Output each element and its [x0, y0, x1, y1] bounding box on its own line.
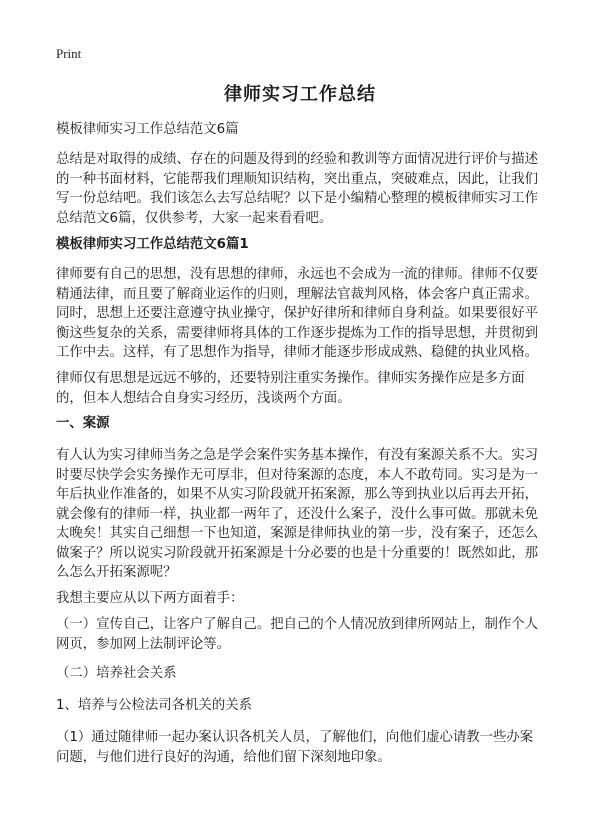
paragraph-5: （一）宣传自己，让客户了解自己。把自己的个人情况放到律所网站上，制作个人网页，参加网上法制评论等。 [56, 617, 539, 652]
subtitle: 模板律师实习工作总结范文6篇 [56, 122, 239, 137]
intro-paragraph: 总结是对取得的成绩、存在的问题及得到的经验和教训等方面情况进行评价与描述的一种书面材料，它能帮我们理顺知识结构，突出重点，突破难点，因此，让我们写一份总结吧。我们该怎么去写总结呢？以下是小编精心整理的模板律师实习工作总结范文6篇，仅供参考，大家一起来看看吧。 [56, 152, 539, 226]
page-title: 律师实习工作总结 [224, 84, 376, 105]
paragraph-1: 律师要有自己的思想，没有思想的律师，永远也不会成为一流的律师。律师不仅要精通法律，而且要了解商业运作的归则，理解法官裁判风格，体会客户真正需求。同时，思想上还要注意遵守执业操守，保护好律所和律师自身利益。如果要很好平衡这些复杂的关系，需要律师将具体的工作逐步提炼为工作的指导思想，并贯彻到工作中去。这样，有了思想作为指导，律师才能逐步形成成熟、稳健的执业风格。 [56, 267, 539, 360]
paragraph-3: 有人认为实习律师当务之急是学会案件实务基本操作，有没有案源关系不大。实习时要尽快学会实务操作无可厚非，但对待案源的态度，本人不敢苟同。实习是为一年后执业作准备的，如果不从实习阶段就开拓案源，那么等到执业以后再去开拓，就会像有的律师一样，执业都一两年了，还没什么案子，没什么事可做。那就未免太晚矣！其实自己细想一下也知道，案源是律师执业的第一步，没有案子，还怎么做案子？所以说实习阶段就开拓案源是十分必要的也是十分重要的！既然如此，那么怎么开拓案源呢？ [56, 448, 539, 580]
section-heading: 模板律师实习工作总结范文6篇1 [56, 237, 249, 252]
paragraph-6: （二）培养社会关系 [56, 666, 177, 681]
paragraph-2: 律师仅有思想是远远不够的，还要特别注重实务操作。律师实务操作应是多方面的，但本人想结合自身实习经历，浅谈两个方面。 [56, 371, 525, 406]
paragraph-7: 1、培养与公检法司各机关的关系 [56, 698, 252, 713]
paragraph-4: 我想主要应从以下两方面着手： [56, 591, 244, 606]
print-link[interactable]: Print [56, 46, 82, 61]
paragraph-8: （1）通过随律师一起办案认识各机关人员，了解他们，向他们虚心请教一些办案问题，与他们进行良好的沟通，给他们留下深刻地印象。 [56, 730, 534, 765]
heading-case-source: 一、案源 [56, 416, 110, 431]
